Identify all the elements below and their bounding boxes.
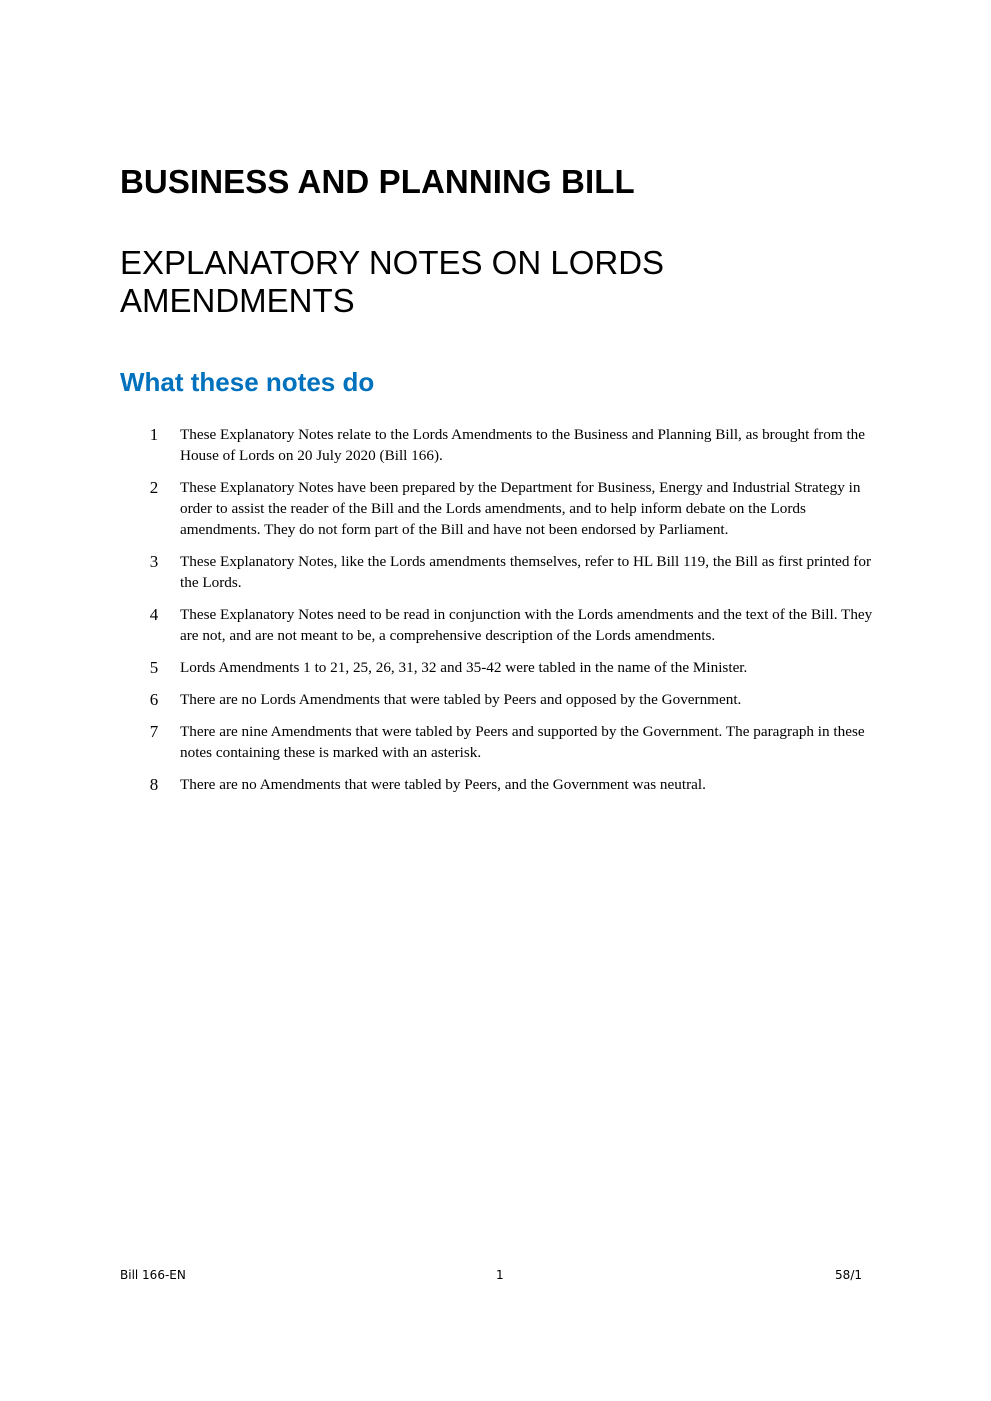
paragraph-6 — [146, 689, 886, 710]
paragraph-number: 7 — [149, 722, 159, 741]
paragraph-list — [146, 424, 886, 806]
paragraph-8 — [146, 774, 886, 795]
section-heading: What these notes do — [120, 367, 375, 397]
paragraph-text: These Explanatory Notes need to be read in conjunction with the Lords amendments and the text of the Bill. They are not, and are not meant to be, a comprehensive description of the Lords amendments. — [180, 606, 873, 644]
footer-bill-reference: Bill 166-EN — [120, 1268, 186, 1282]
paragraph-number: 2 — [149, 478, 159, 497]
paragraph-text: These Explanatory Notes have been prepared by the Department for Business, Energy and Industrial Strategy in order to assist the reader of the Bill and the Lords amendments, and to help inform debate on the Lords amendments. They do not form part of the Bill and have not been endorsed by Parliament. — [180, 479, 861, 538]
paragraph-2 — [146, 477, 886, 540]
page-footer — [120, 1265, 862, 1285]
paragraph-4 — [146, 604, 886, 646]
paragraph-text: Lords Amendments 1 to 21, 25, 26, 31, 32 and 35-42 were tabled in the name of the Minister. — [180, 659, 748, 676]
paragraph-number: 8 — [149, 775, 159, 794]
footer-page-number: 1 — [496, 1268, 504, 1282]
paragraph-number: 3 — [149, 552, 159, 571]
paragraph-text: There are no Amendments that were tabled by Peers, and the Government was neutral. — [180, 776, 706, 793]
paragraph-number: 1 — [149, 425, 159, 444]
document-subtitle: EXPLANATORY NOTES ON LORDS AMENDMENTS — [120, 244, 665, 319]
paragraph-number: 4 — [149, 605, 159, 624]
paragraph-text: These Explanatory Notes, like the Lords amendments themselves, refer to HL Bill 119, the Bill as first printed for the Lords. — [180, 553, 872, 591]
paragraph-number: 6 — [149, 690, 159, 709]
paragraph-5 — [146, 657, 886, 678]
document-title: BUSINESS AND PLANNING BILL — [120, 163, 635, 200]
paragraph-text: There are nine Amendments that were tabled by Peers and supported by the Government. The paragraph in these notes containing these is marked with an asterisk. — [180, 723, 865, 761]
paragraph-3 — [146, 551, 886, 593]
footer-print-code: 58/1 — [835, 1268, 862, 1282]
paragraph-7 — [146, 721, 886, 763]
paragraph-number: 5 — [149, 658, 159, 677]
paragraph-text: These Explanatory Notes relate to the Lords Amendments to the Business and Planning Bill, as brought from the House of Lords on 20 July 2020 (Bill 166). — [180, 426, 866, 464]
paragraph-1 — [146, 424, 886, 466]
paragraph-text: There are no Lords Amendments that were tabled by Peers and opposed by the Government. — [180, 691, 742, 708]
